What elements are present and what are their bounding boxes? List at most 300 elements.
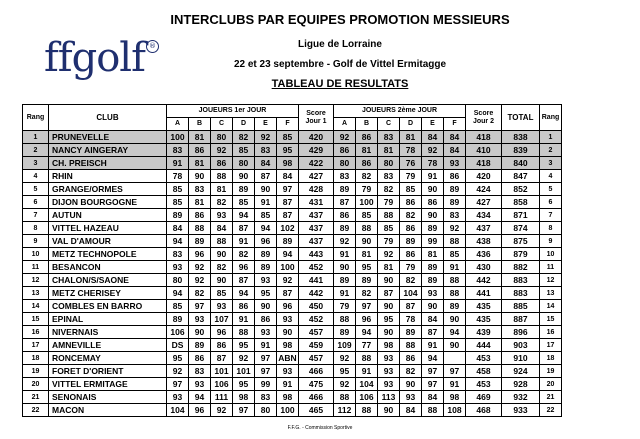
day2-score: 90 [378, 404, 400, 417]
total-score: 883 [502, 287, 540, 300]
score-day2: 427 [466, 196, 502, 209]
score-day2: 458 [466, 365, 502, 378]
day1-score: 90 [189, 326, 211, 339]
rank-cell-right: 5 [540, 183, 562, 196]
day1-score: 93 [167, 261, 189, 274]
day1-score: 87 [233, 222, 255, 235]
day1-score: 83 [189, 183, 211, 196]
day2-score: 89 [356, 274, 378, 287]
day2-score: 88 [444, 287, 466, 300]
total-score: 928 [502, 378, 540, 391]
table-row [23, 378, 562, 391]
day2-score: 95 [334, 365, 356, 378]
day2-score: 90 [444, 339, 466, 352]
day2-score: 104 [400, 287, 422, 300]
day2-score: 92 [378, 248, 400, 261]
day1-score: 92 [189, 274, 211, 287]
table-row [23, 352, 562, 365]
day1-score: 93 [167, 391, 189, 404]
day1-score: 90 [189, 170, 211, 183]
day1-score: 96 [189, 404, 211, 417]
day2-score: 86 [400, 248, 422, 261]
day1-score: 84 [255, 157, 277, 170]
day2-score: 106 [356, 391, 378, 404]
day1-score: 97 [255, 352, 277, 365]
day2-score: 85 [400, 183, 422, 196]
header-player: C [378, 118, 400, 131]
rank-cell: 11 [23, 261, 49, 274]
day2-score: 78 [400, 313, 422, 326]
day1-score: 85 [167, 300, 189, 313]
score-day2: 430 [466, 261, 502, 274]
day1-score: 102 [277, 222, 299, 235]
table-row [23, 404, 562, 417]
day1-score: 85 [255, 209, 277, 222]
day1-score: 89 [167, 209, 189, 222]
day1-score: 93 [211, 209, 233, 222]
day1-score: 87 [277, 287, 299, 300]
day1-score: 100 [167, 131, 189, 144]
header-day1: JOUEURS 1er JOUR [167, 105, 299, 118]
day1-score: 101 [233, 365, 255, 378]
day1-score: 86 [211, 339, 233, 352]
table-row [23, 248, 562, 261]
day2-score: 112 [334, 404, 356, 417]
rank-cell: 5 [23, 183, 49, 196]
table-row [23, 313, 562, 326]
day1-score: 89 [277, 235, 299, 248]
day1-score: 83 [167, 248, 189, 261]
day2-score: 91 [356, 365, 378, 378]
score-day1: 442 [299, 287, 334, 300]
day2-score: 83 [378, 131, 400, 144]
day2-score: 86 [400, 196, 422, 209]
rank-cell-right: 8 [540, 222, 562, 235]
day2-score: 89 [444, 183, 466, 196]
day1-score: 97 [167, 378, 189, 391]
day2-score: 98 [444, 391, 466, 404]
day1-score: 87 [211, 352, 233, 365]
rank-cell: 2 [23, 144, 49, 157]
day1-score: 94 [277, 248, 299, 261]
header-player: D [400, 118, 422, 131]
day1-score: 96 [189, 248, 211, 261]
day2-score: 84 [422, 313, 444, 326]
day1-score: 80 [167, 274, 189, 287]
day2-score: 99 [422, 235, 444, 248]
header-rang: Rang [23, 105, 49, 131]
header-score2: Score Jour 2 [466, 105, 502, 131]
club-name: GRANGE/ORMES [49, 183, 167, 196]
day2-score: 90 [334, 261, 356, 274]
rank-cell: 8 [23, 222, 49, 235]
total-score: 858 [502, 196, 540, 209]
score-day1: 431 [299, 196, 334, 209]
day2-score: 84 [444, 144, 466, 157]
score-day2: 441 [466, 287, 502, 300]
total-score: 903 [502, 339, 540, 352]
day1-score: 90 [277, 326, 299, 339]
day2-score: 89 [334, 274, 356, 287]
day2-score: 88 [334, 391, 356, 404]
day2-score: 86 [400, 352, 422, 365]
rank-cell: 13 [23, 287, 49, 300]
day1-score: 81 [189, 157, 211, 170]
table-row [23, 339, 562, 352]
score-day1: 422 [299, 157, 334, 170]
header-row [23, 105, 562, 118]
header-rang-right: Rang [540, 105, 562, 131]
day2-score: 76 [400, 157, 422, 170]
score-day1: 450 [299, 300, 334, 313]
day1-score: 98 [277, 339, 299, 352]
score-day2: 434 [466, 209, 502, 222]
rank-cell: 12 [23, 274, 49, 287]
score-day2: 418 [466, 157, 502, 170]
day2-score: 90 [422, 209, 444, 222]
header-player: F [444, 118, 466, 131]
day2-score: 81 [422, 248, 444, 261]
header-player: B [189, 118, 211, 131]
day2-score: 79 [378, 235, 400, 248]
day2-score: 83 [444, 209, 466, 222]
day2-score: 78 [400, 144, 422, 157]
score-day1: 466 [299, 365, 334, 378]
header-player: C [211, 118, 233, 131]
day2-score: 89 [422, 222, 444, 235]
day1-score: 106 [167, 326, 189, 339]
score-day2: 468 [466, 404, 502, 417]
score-day1: 457 [299, 326, 334, 339]
day2-score: 82 [400, 365, 422, 378]
day2-score: 89 [422, 274, 444, 287]
day1-score: 93 [277, 365, 299, 378]
rank-cell: 10 [23, 248, 49, 261]
day2-score: 113 [378, 391, 400, 404]
rank-cell-right: 22 [540, 404, 562, 417]
day1-score: 80 [233, 157, 255, 170]
day2-score: 88 [356, 222, 378, 235]
day2-score: 97 [422, 378, 444, 391]
day1-score: 81 [211, 183, 233, 196]
day2-score: 90 [444, 313, 466, 326]
day2-score: 92 [422, 144, 444, 157]
table-row [23, 235, 562, 248]
day1-score: 85 [167, 196, 189, 209]
day2-score: 87 [334, 196, 356, 209]
total-score: 896 [502, 326, 540, 339]
header-club: CLUB [49, 105, 167, 131]
day2-score: 84 [422, 131, 444, 144]
rank-cell: 14 [23, 300, 49, 313]
day1-score: 86 [211, 157, 233, 170]
table-row [23, 274, 562, 287]
day1-score: 82 [233, 248, 255, 261]
day1-score: 95 [255, 287, 277, 300]
day1-score: 85 [233, 144, 255, 157]
score-day2: 442 [466, 274, 502, 287]
club-name: BESANCON [49, 261, 167, 274]
club-name: VAL D'AMOUR [49, 235, 167, 248]
rank-cell-right: 13 [540, 287, 562, 300]
score-day2: 435 [466, 313, 502, 326]
day2-score: 86 [356, 157, 378, 170]
day1-score: 90 [233, 170, 255, 183]
day1-score: 86 [189, 209, 211, 222]
day2-score: 85 [444, 248, 466, 261]
day2-score: 89 [444, 196, 466, 209]
day2-score: 88 [422, 404, 444, 417]
day2-score: 91 [422, 170, 444, 183]
day1-score: 90 [211, 274, 233, 287]
total-score: 875 [502, 235, 540, 248]
day1-score: 92 [211, 144, 233, 157]
total-score: 847 [502, 170, 540, 183]
table-row [23, 183, 562, 196]
day1-score: 88 [211, 235, 233, 248]
total-score: 838 [502, 131, 540, 144]
day2-score: 87 [378, 287, 400, 300]
day1-score: 94 [255, 222, 277, 235]
score-day2: 453 [466, 352, 502, 365]
day2-score: 93 [444, 157, 466, 170]
day1-score: 90 [255, 300, 277, 313]
day1-score: 101 [211, 365, 233, 378]
day1-score: 80 [255, 404, 277, 417]
header-player: F [277, 118, 299, 131]
rank-cell-right: 12 [540, 274, 562, 287]
day2-score: 93 [378, 352, 400, 365]
day2-score: 89 [334, 183, 356, 196]
day2-score: 94 [444, 326, 466, 339]
day1-score: 98 [277, 391, 299, 404]
day1-score: 91 [255, 339, 277, 352]
day1-score: 82 [189, 287, 211, 300]
club-name: METZ TECHNOPOLE [49, 248, 167, 261]
table-row [23, 326, 562, 339]
score-day2: 424 [466, 183, 502, 196]
club-name: MACON [49, 404, 167, 417]
day2-score: 89 [334, 222, 356, 235]
day1-score: 97 [233, 404, 255, 417]
rank-cell: 3 [23, 157, 49, 170]
day2-score: 82 [378, 183, 400, 196]
day1-score: 91 [233, 313, 255, 326]
club-name: AMNEVILLE [49, 339, 167, 352]
day2-score: 88 [356, 404, 378, 417]
day1-score: 93 [189, 313, 211, 326]
day1-score: 100 [277, 404, 299, 417]
day2-score: 79 [334, 300, 356, 313]
day2-score: 90 [356, 235, 378, 248]
rank-cell-right: 2 [540, 144, 562, 157]
day1-score: 86 [233, 300, 255, 313]
score-day1: 459 [299, 339, 334, 352]
day1-score: 89 [189, 235, 211, 248]
rank-cell-right: 17 [540, 339, 562, 352]
day1-score: 85 [277, 131, 299, 144]
club-name: NIVERNAIS [49, 326, 167, 339]
day1-score: 92 [277, 274, 299, 287]
rank-cell-right: 3 [540, 157, 562, 170]
footer-text: F.F.G. - Commission Sportive [287, 425, 353, 431]
day2-score: 94 [422, 352, 444, 365]
day1-score: 82 [211, 261, 233, 274]
day1-score: 85 [167, 183, 189, 196]
day2-score: 92 [334, 131, 356, 144]
score-day1: 457 [299, 352, 334, 365]
total-score: 879 [502, 248, 540, 261]
day2-score: 92 [334, 235, 356, 248]
day1-score: 83 [167, 144, 189, 157]
table-row [23, 170, 562, 183]
registered-mark-icon: ® [146, 40, 159, 53]
day2-score: 91 [444, 261, 466, 274]
day1-score: 87 [277, 209, 299, 222]
day1-score: 97 [255, 365, 277, 378]
rank-cell-right: 18 [540, 352, 562, 365]
day1-score: 89 [255, 248, 277, 261]
header-player: D [233, 118, 255, 131]
score-day2: 436 [466, 248, 502, 261]
day2-score: 109 [334, 339, 356, 352]
day2-score: 95 [378, 313, 400, 326]
table-row [23, 144, 562, 157]
day2-score: 89 [334, 326, 356, 339]
score-day2: 410 [466, 144, 502, 157]
day2-score: 86 [422, 196, 444, 209]
day2-score: 92 [334, 378, 356, 391]
rank-cell-right: 15 [540, 313, 562, 326]
day1-score: 83 [189, 365, 211, 378]
day2-score: 81 [356, 248, 378, 261]
score-day1: 465 [299, 404, 334, 417]
table-row [23, 261, 562, 274]
total-score: 840 [502, 157, 540, 170]
score-day2: 435 [466, 300, 502, 313]
rank-cell-right: 21 [540, 391, 562, 404]
day2-score: 90 [422, 300, 444, 313]
header-player: A [334, 118, 356, 131]
rank-cell: 4 [23, 170, 49, 183]
club-name: RONCEMAY [49, 352, 167, 365]
results-table [22, 104, 562, 417]
day2-score: 91 [444, 378, 466, 391]
day2-score: 88 [400, 339, 422, 352]
total-score: 874 [502, 222, 540, 235]
day1-score: ABN [278, 352, 297, 363]
day2-score: 81 [378, 144, 400, 157]
day2-score: 98 [378, 339, 400, 352]
day1-score: 89 [167, 313, 189, 326]
rank-cell: 19 [23, 365, 49, 378]
day2-score: 79 [356, 183, 378, 196]
rank-cell-right: 10 [540, 248, 562, 261]
club-name: COMBLES EN BARRO [49, 300, 167, 313]
day2-score: 82 [356, 170, 378, 183]
rank-cell: 15 [23, 313, 49, 326]
day2-score: 88 [378, 209, 400, 222]
day1-score: 97 [189, 300, 211, 313]
day2-score: 93 [378, 378, 400, 391]
day2-score: 89 [422, 261, 444, 274]
day1-score: DS [167, 339, 189, 352]
event-info: 22 et 23 septembre - Golf de Vittel Ermitagge [233, 59, 447, 70]
day1-score: 78 [167, 170, 189, 183]
club-name: FORET D'ORIENT [49, 365, 167, 378]
day1-score: 96 [277, 300, 299, 313]
day2-score: 93 [378, 365, 400, 378]
day1-score: 111 [211, 391, 233, 404]
day1-score: 86 [189, 352, 211, 365]
day1-score: 92 [167, 365, 189, 378]
day1-score: 93 [189, 378, 211, 391]
day2-score: 90 [422, 183, 444, 196]
rank-cell: 20 [23, 378, 49, 391]
day1-score: 94 [167, 287, 189, 300]
score-day1: 427 [299, 170, 334, 183]
day2-score: 86 [400, 222, 422, 235]
day2-score: 91 [334, 248, 356, 261]
day1-score: 93 [211, 300, 233, 313]
day1-score: 88 [189, 222, 211, 235]
day2-score: 90 [378, 326, 400, 339]
header-total: TOTAL [502, 105, 540, 131]
day2-score: 81 [378, 261, 400, 274]
day2-score: 77 [356, 339, 378, 352]
total-score: 885 [502, 300, 540, 313]
score-day2: 418 [466, 131, 502, 144]
day1-score: 97 [277, 183, 299, 196]
day2-score: 85 [378, 222, 400, 235]
day2-score: 90 [400, 378, 422, 391]
total-score: 871 [502, 209, 540, 222]
table-row [23, 157, 562, 170]
day2-score: 104 [356, 378, 378, 391]
rank-cell-right: 14 [540, 300, 562, 313]
day1-score: 94 [233, 209, 255, 222]
day2-score: 84 [400, 404, 422, 417]
day1-score: 93 [255, 274, 277, 287]
day2-score: 89 [400, 235, 422, 248]
day1-score: 92 [189, 261, 211, 274]
day1-score: 89 [233, 183, 255, 196]
day2-score: 86 [444, 170, 466, 183]
day2-score: 91 [422, 339, 444, 352]
day1-score: 89 [255, 261, 277, 274]
score-day1: 443 [299, 248, 334, 261]
rank-cell-right: 19 [540, 365, 562, 378]
club-name: VITTEL ERMITAGE [49, 378, 167, 391]
score-day2: 453 [466, 378, 502, 391]
table-row [23, 222, 562, 235]
day2-score: 97 [356, 300, 378, 313]
rank-cell: 21 [23, 391, 49, 404]
total-score: 932 [502, 391, 540, 404]
day1-score: 84 [167, 222, 189, 235]
table-row [23, 131, 562, 144]
day1-score: 94 [189, 391, 211, 404]
club-name: RHIN [49, 170, 167, 183]
day1-score: 96 [233, 261, 255, 274]
header-player: E [255, 118, 277, 131]
day2-score: 93 [400, 391, 422, 404]
rank-cell-right: 11 [540, 261, 562, 274]
rank-cell: 9 [23, 235, 49, 248]
day2-score: 88 [356, 352, 378, 365]
league-name: Ligue de Lorraine [298, 39, 382, 50]
day1-score: 82 [233, 131, 255, 144]
